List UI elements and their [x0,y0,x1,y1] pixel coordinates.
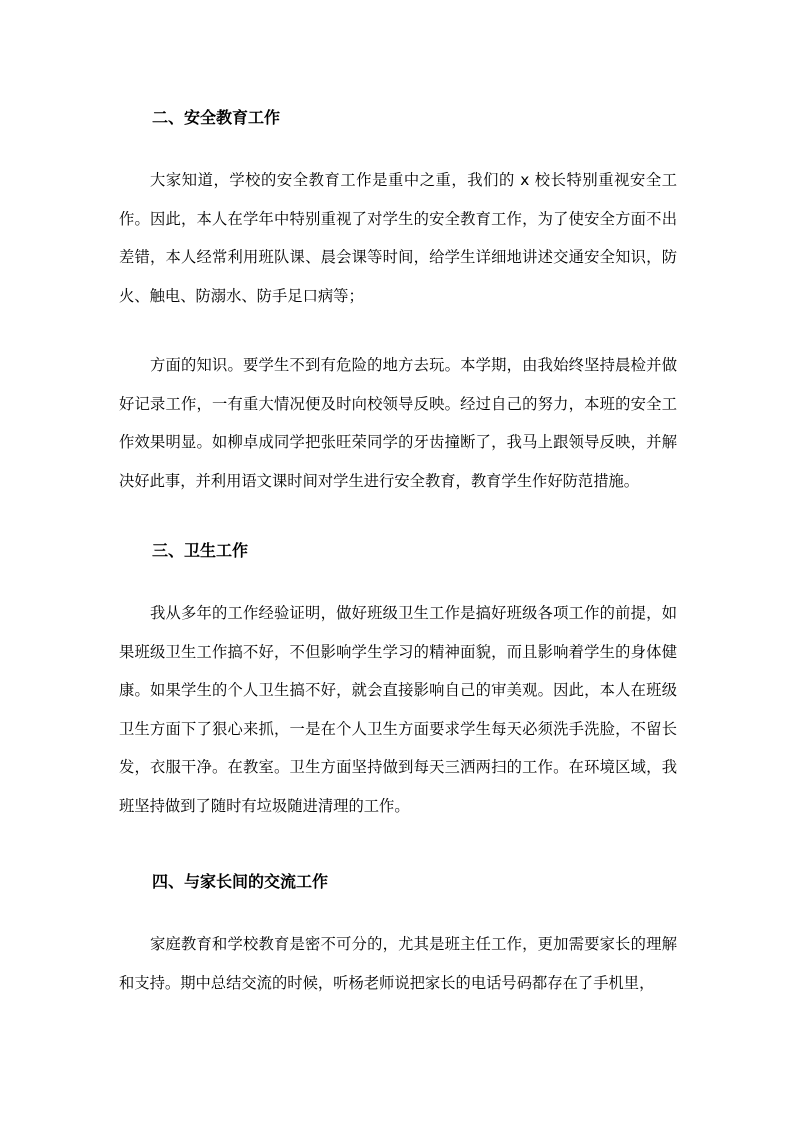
section-heading-hygiene: 三、卫生工作 [152,541,249,560]
paragraph-parent-communication-1: 家庭教育和学校教育是密不可分的，尤其是班主任工作，更加需要家长的理解和支持。期中总结交流的时候，听杨老师说把家长的电话号码都存在了手机里， [119,935,677,992]
paragraph-safety-1: 大家知道，学校的安全教育工作是重中之重，我们的 x 校长特别重视安全工作。因此，本人在学年中特别重视了对学生的安全教育工作，为了使安全方面不出差错，本人经常利用班队课、晨会课等时间，给学生详细地讲述交通安全知识，防火、触电、防溺水、防手足口病等； [119,171,677,305]
section-heading-parent-communication: 四、与家长间的交流工作 [152,872,329,891]
section-heading-safety: 二、安全教育工作 [152,108,281,127]
paragraph-hygiene-1: 我从多年的工作经验证明，做好班级卫生工作是搞好班级各项工作的前提，如果班级卫生工作搞不好，不但影响学生学习的精神面貌，而且影响着学生的身体健康。如果学生的个人卫生搞不好，就会直接影响自己的审美观。因此，本人在班级卫生方面下了狠心来抓，一是在个人卫生方面要求学生每天必须洗手洗脸，不留长发，衣服干净。在教室。卫生方面坚持做到每天三洒两扫的工作。在环境区域，我班坚持做到了随时有垃圾随进清理的工作。 [119,604,677,815]
paragraph-safety-2: 方面的知识。要学生不到有危险的地方去玩。本学期，由我始终坚持晨检并做好记录工作，一有重大情况便及时向校领导反映。经过自己的努力，本班的安全工作效果明显。如柳卓成同学把张旺荣同学的牙齿撞断了，我马上跟领导反映，并解决好此事，并利用语文课时间对学生进行安全教育，教育学生作好防范措施。 [119,356,677,490]
